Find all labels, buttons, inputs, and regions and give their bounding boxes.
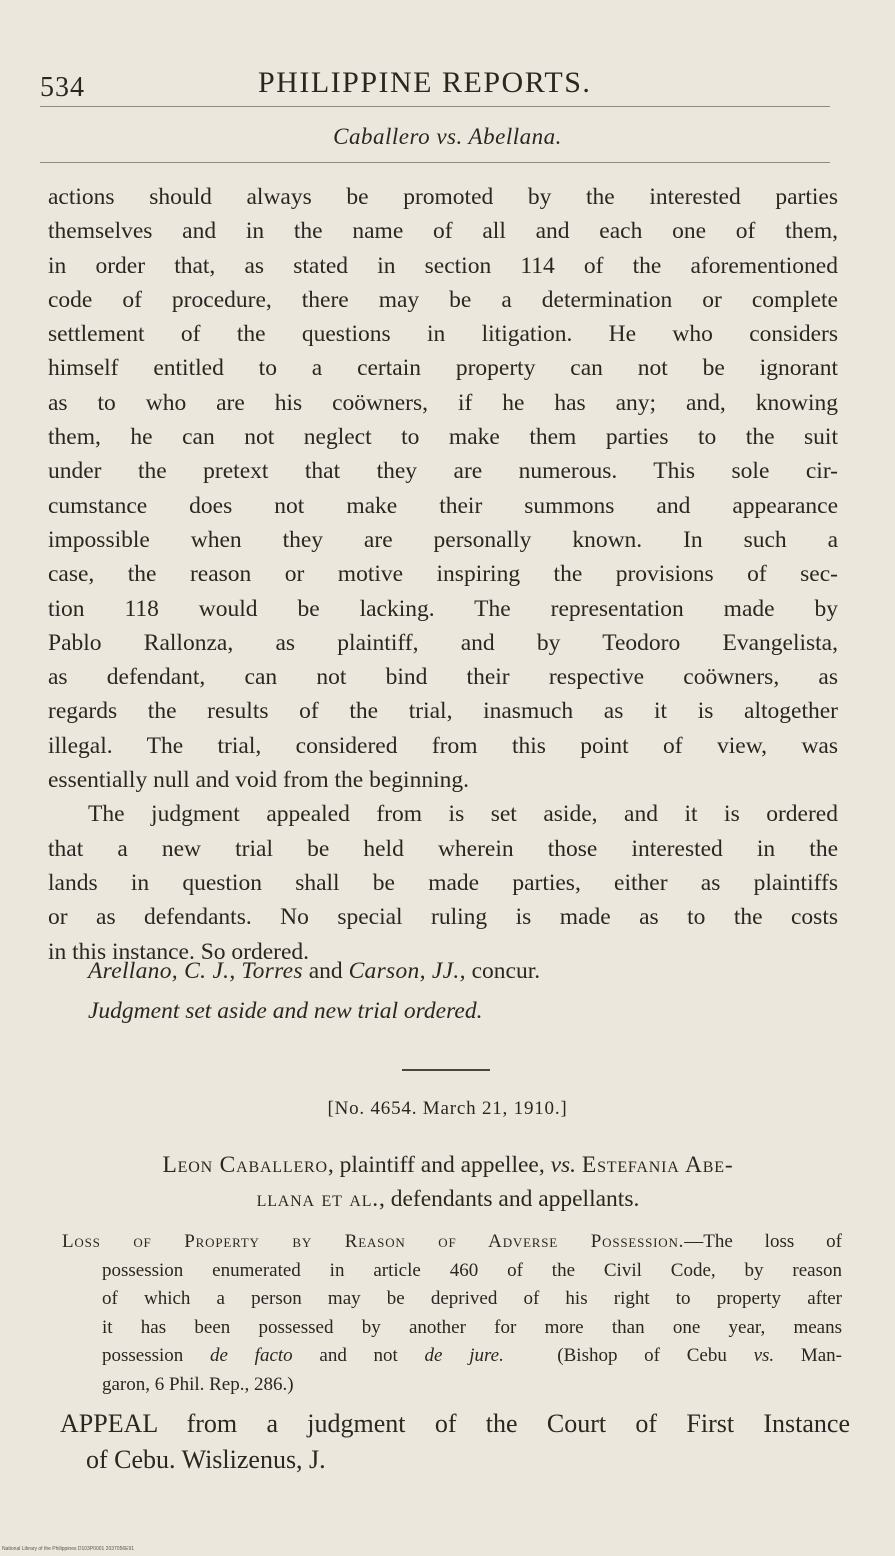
syllabus-line: garon, 6 Phil. Rep., 286.) xyxy=(102,1373,294,1395)
text-line: regards the results of the trial, inasmuch as it is altogether xyxy=(48,698,838,725)
text-line: actions should always be promoted by the interested parties xyxy=(48,184,838,210)
syllabus-line: of which a person may be deprived of his right to property after xyxy=(102,1288,842,1310)
page-number: 534 xyxy=(40,72,85,103)
syllabus-text: —The loss of xyxy=(684,1231,842,1252)
appeal-statement xyxy=(60,1406,850,1478)
opinion-text xyxy=(48,180,838,969)
syllabus-heading: Loss of Property by Reason of Adverse Possession. xyxy=(62,1231,685,1252)
text-line: in this instance. So ordered. xyxy=(48,938,310,965)
text-line: in order that, as stated in section 114 of the aforementioned xyxy=(48,252,838,279)
syllabus-text: Man- xyxy=(800,1345,843,1367)
text-line: essentially null and void from the beginning. xyxy=(48,767,469,794)
justice-name: Arellano, C. J., xyxy=(88,958,236,984)
text-line: that a new trial be held wherein those interested in the xyxy=(48,835,838,862)
text-line: illegal. The trial, considered from this point of view, was xyxy=(48,732,838,759)
defendant-name-cont: llana et al. xyxy=(256,1186,379,1212)
text-line: The judgment appealed from is set aside, and it is ordered xyxy=(88,801,838,828)
syllabus-line xyxy=(62,1342,842,1371)
text-line: impossible when they are personally known. In such a xyxy=(48,526,838,553)
plaintiff-role: , plaintiff and appellee, xyxy=(327,1152,545,1178)
syllabus-text: (Bishop of Cebu xyxy=(503,1345,727,1367)
header-rule-bottom xyxy=(40,162,830,163)
syllabus-line: possession enumerated in article 460 of the Civil Code, by reason xyxy=(102,1259,842,1281)
header-rule-top xyxy=(40,106,830,107)
text-line: case, the reason or motive inspiring the provisions of sec- xyxy=(48,561,838,588)
syllabus-italic: de jure. xyxy=(424,1345,504,1367)
text-line: Pablo Rallonza, as plaintiff, and by Teodoro Evangelista, xyxy=(48,629,838,656)
section-divider xyxy=(402,1069,490,1071)
text-line: himself entitled to a certain property can not be ignorant xyxy=(48,355,838,382)
disposition: Judgment set aside and new trial ordered. xyxy=(88,998,483,1024)
scan-footer: National Library of the Philippines D103P0001 2037056E91 xyxy=(2,1546,135,1552)
appeal-line: APPEAL from a judgment of the Court of First Instance xyxy=(60,1409,850,1438)
conjunction: and xyxy=(308,958,343,984)
syllabus-line: it has been possessed by another for more than one year, means xyxy=(102,1316,842,1338)
syllabus-italic: vs. xyxy=(753,1345,775,1367)
syllabus-italic: de facto xyxy=(210,1345,293,1367)
text-line: them, he can not neglect to make them parties to the suit xyxy=(48,424,838,451)
concurrence-line xyxy=(88,958,540,985)
text-line: or as defendants. No special ruling is made as to the costs xyxy=(48,904,838,931)
syllabus-text: possession xyxy=(102,1345,184,1367)
text-line: lands in question shall be made parties, either as plaintiffs xyxy=(48,869,838,896)
defendant-name: Estefania Abe- xyxy=(581,1152,734,1178)
concur-verb: concur. xyxy=(471,958,541,984)
versus: vs. xyxy=(550,1152,577,1178)
running-title: PHILIPPINE REPORTS. xyxy=(258,66,592,99)
text-line: cumstance does not make their summons and appearance xyxy=(48,492,838,519)
plaintiff-name: Leon Caballero xyxy=(162,1152,328,1178)
text-line: code of procedure, there may be a determination or complete xyxy=(48,286,838,313)
text-line: settlement of the questions in litigation. He who considers xyxy=(48,321,838,348)
syllabus-text: and not xyxy=(319,1345,398,1367)
text-line: tion 118 would be lacking. The representation made by xyxy=(48,595,838,622)
appeal-line: of Cebu. Wislizenus, J. xyxy=(86,1445,326,1474)
docket-number: [No. 4654. March 21, 1910.] xyxy=(327,1098,568,1119)
text-line: as to who are his coöwners, if he has any; and, knowing xyxy=(48,389,838,416)
syllabus xyxy=(62,1228,842,1400)
case-caption: Caballero vs. Abellana. xyxy=(333,124,562,149)
case-parties xyxy=(58,1148,838,1216)
text-line: as defendant, can not bind their respective coöwners, as xyxy=(48,664,838,691)
defendant-role: , defendants and appellants. xyxy=(378,1186,640,1212)
text-line: themselves and in the name of all and each one of them, xyxy=(48,218,838,245)
page-header xyxy=(40,62,830,102)
text-line: under the pretext that they are numerous. This sole cir- xyxy=(48,458,838,485)
justice-name: Torres xyxy=(241,958,303,984)
justice-name: Carson, JJ., xyxy=(348,958,466,984)
